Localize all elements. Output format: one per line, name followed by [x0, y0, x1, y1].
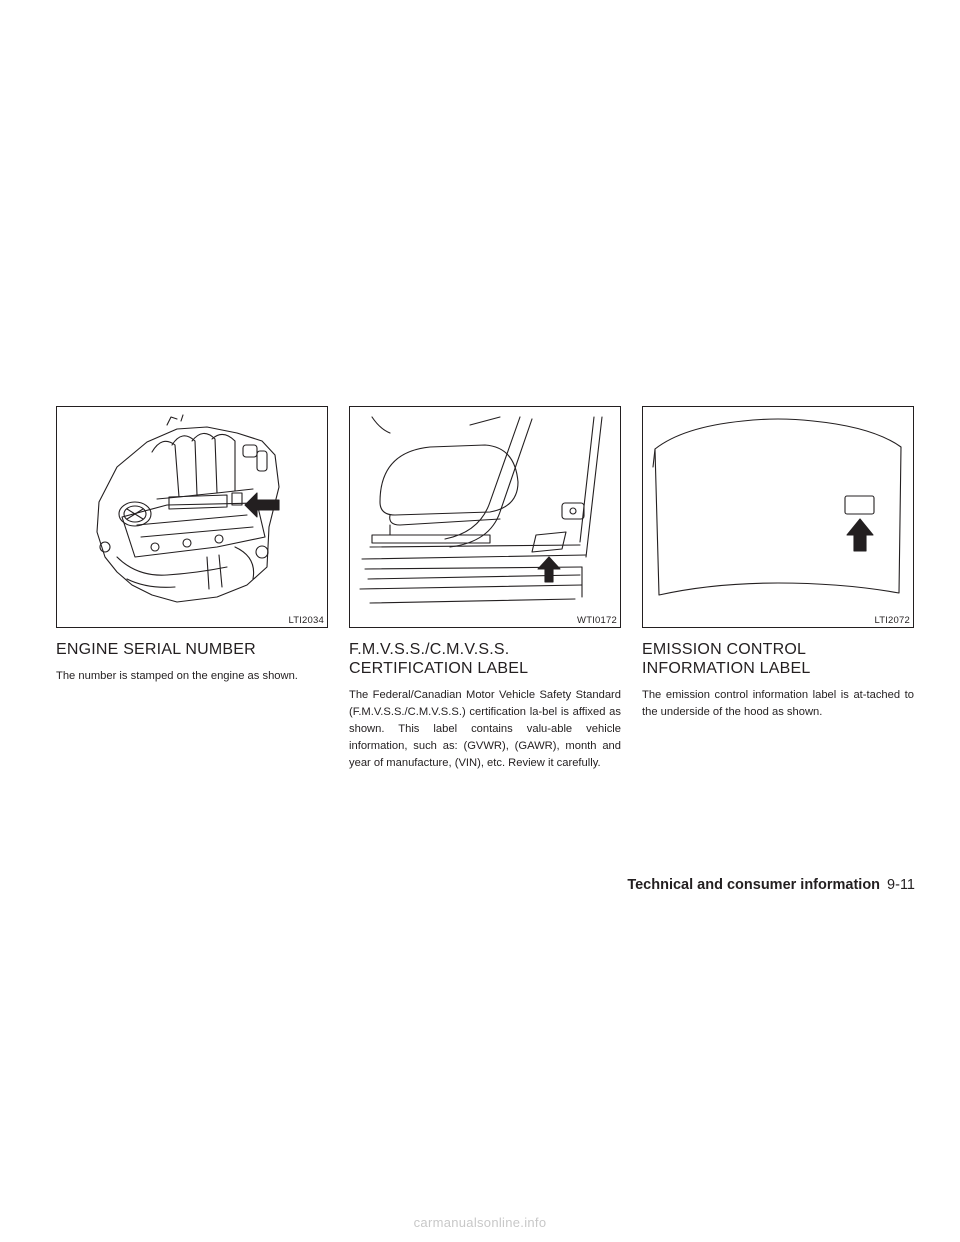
section-heading: F.M.V.S.S./C.M.V.S.S. CERTIFICATION LABEL [349, 641, 529, 677]
page-number: 9-11 [887, 877, 915, 893]
door-sill-illustration [350, 407, 620, 627]
page-footer [627, 877, 915, 893]
hood-illustration [643, 407, 913, 627]
section-heading: EMISSION CONTROL INFORMATION LABEL [642, 641, 811, 677]
footer-section-title: Technical and consumer information [627, 877, 881, 893]
engine-illustration [57, 407, 327, 627]
arrow-icon [245, 493, 279, 517]
figure-hood [642, 406, 914, 628]
section-heading: ENGINE SERIAL NUMBER [56, 641, 256, 658]
figure-code: LTI2072 [874, 615, 910, 626]
arrow-icon [847, 519, 873, 551]
figure-code: WTI0172 [577, 615, 617, 626]
section-body: The number is stamped on the engine as shown. [56, 670, 298, 682]
section-body: The emission control information label is at-tached to the underside of the hood as shown. [642, 689, 914, 718]
figure-code: LTI2034 [288, 615, 324, 626]
section-body: The Federal/Canadian Motor Vehicle Safety Standard (F.M.V.S.S./C.M.V.S.S.) certification la-bel is affixed as shown. This label contains valu-able vehicle information, such as: (GVWR), (GAWR), month and year of manufacture, (VIN), etc. Review it carefully. [349, 689, 621, 769]
arrow-icon [538, 557, 560, 582]
section-engine-serial-number [56, 406, 328, 685]
figure-door-sill [349, 406, 621, 628]
section-emission-control-label [642, 406, 914, 721]
watermark: carmanualsonline.info [413, 1215, 547, 1230]
section-certification-label [349, 406, 621, 772]
figure-engine [56, 406, 328, 628]
